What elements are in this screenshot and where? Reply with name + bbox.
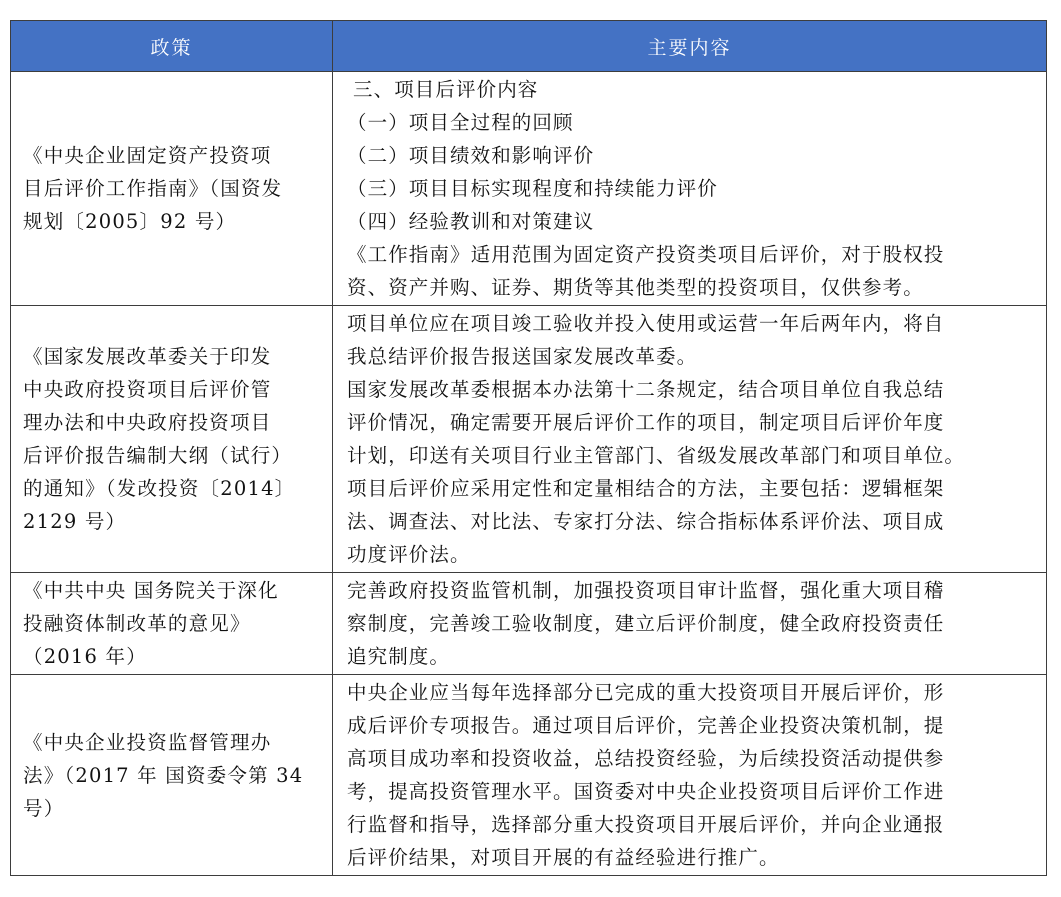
content-text: 评价情况，确定需要开展后评价工作的项目，制定项目后评价年度 — [347, 411, 945, 434]
content-text: 项目后评价应采用定性和定量相结合的方法，主要包括：逻辑框架 — [347, 477, 945, 500]
content-text: 我总结评价报告报送国家发展改革委。 — [347, 345, 698, 368]
content-text: 《工作指南》适用范围为固定资产投资类项目后评价，对于股权投 — [347, 243, 945, 266]
policy-cell — [11, 72, 333, 306]
content-text: 成后评价专项报告。通过项目后评价，完善企业投资决策机制，提 — [347, 714, 945, 737]
policy-text: 《国家发展改革委关于印发 — [23, 345, 272, 368]
table-row — [11, 306, 1047, 573]
policy-text: 《中共中央 国务院关于深化 — [23, 579, 279, 602]
policy-text: 号） — [23, 796, 65, 820]
table-row — [11, 72, 1047, 306]
policy-text: 《中央企业投资监督管理办 — [23, 730, 272, 754]
content-text: （二）项目绩效和影响评价 — [347, 144, 595, 167]
content-cell — [333, 573, 1047, 675]
policy-text: 目后评价工作指南》（国资发 — [23, 177, 283, 200]
content-text: （四）经验教训和对策建议 — [347, 210, 595, 233]
policy-text: 中央政府投资项目后评价管 — [23, 378, 272, 401]
policy-text: 理办法和中央政府投资项目 — [23, 411, 272, 434]
policy-cell — [11, 306, 333, 573]
table-row — [11, 675, 1047, 876]
table-row — [11, 573, 1047, 675]
content-text: 完善政府投资监管机制，加强投资项目审计监督，强化重大项目稽 — [347, 579, 945, 602]
content-text: 行监督和指导，选择部分重大投资项目开展后评价，并向企业通报 — [347, 813, 945, 836]
policy-cell — [11, 573, 333, 675]
content-text: 高项目成功率和投资收益，总结投资经验，为后续投资活动提供参 — [347, 747, 945, 770]
policy-text: 后评价报告编制大纲（试行） — [23, 444, 293, 467]
content-text: 功度评价法。 — [347, 543, 471, 566]
policy-text: （2016 年） — [23, 645, 147, 668]
content-text: （一）项目全过程的回顾 — [347, 111, 574, 134]
policy-table — [10, 20, 1047, 876]
content-text: 法、调查法、对比法、专家打分法、综合指标体系评价法、项目成 — [347, 510, 945, 533]
content-text: 资、资产并购、证券、期货等其他类型的投资项目，仅供参考。 — [347, 276, 924, 299]
content-text: 后评价结果，对项目开展的有益经验进行推广。 — [347, 846, 780, 869]
header-policy: 政策 — [11, 21, 333, 72]
policy-cell — [11, 675, 333, 876]
content-text: 计划，印送有关项目行业主管部门、省级发展改革部门和项目单位。 — [347, 444, 966, 467]
content-text: 项目单位应在项目竣工验收并投入使用或运营一年后两年内，将自 — [347, 312, 945, 335]
content-text: 追究制度。 — [347, 645, 451, 668]
content-text: 中央企业应当每年选择部分已完成的重大投资项目开展后评价，形 — [347, 681, 945, 704]
content-text: （三）项目目标实现程度和持续能力评价 — [347, 177, 718, 200]
content-cell — [333, 306, 1047, 573]
content-text: 考，提高投资管理水平。国资委对中央企业投资项目后评价工作进 — [347, 780, 945, 803]
table-header-row — [11, 21, 1047, 72]
content-cell — [333, 675, 1047, 876]
policy-text: 《中央企业固定资产投资项 — [23, 144, 272, 167]
content-text: 察制度，完善竣工验收制度，建立后评价制度，健全政府投资责任 — [347, 612, 945, 635]
policy-text: 法》（2017 年 国资委令第 34 — [23, 763, 304, 787]
policy-text: 的通知》（发改投资〔2014〕 — [23, 477, 296, 500]
header-content: 主要内容 — [333, 21, 1047, 72]
content-text: 三、项目后评价内容 — [353, 78, 539, 101]
policy-text: 2129 号） — [23, 510, 127, 533]
content-text: 国家发展改革委根据本办法第十二条规定，结合项目单位自我总结 — [347, 378, 945, 401]
policy-text: 规划〔2005〕92 号） — [23, 210, 237, 233]
policy-text: 投融资体制改革的意见》 — [23, 612, 251, 635]
content-cell — [333, 72, 1047, 306]
